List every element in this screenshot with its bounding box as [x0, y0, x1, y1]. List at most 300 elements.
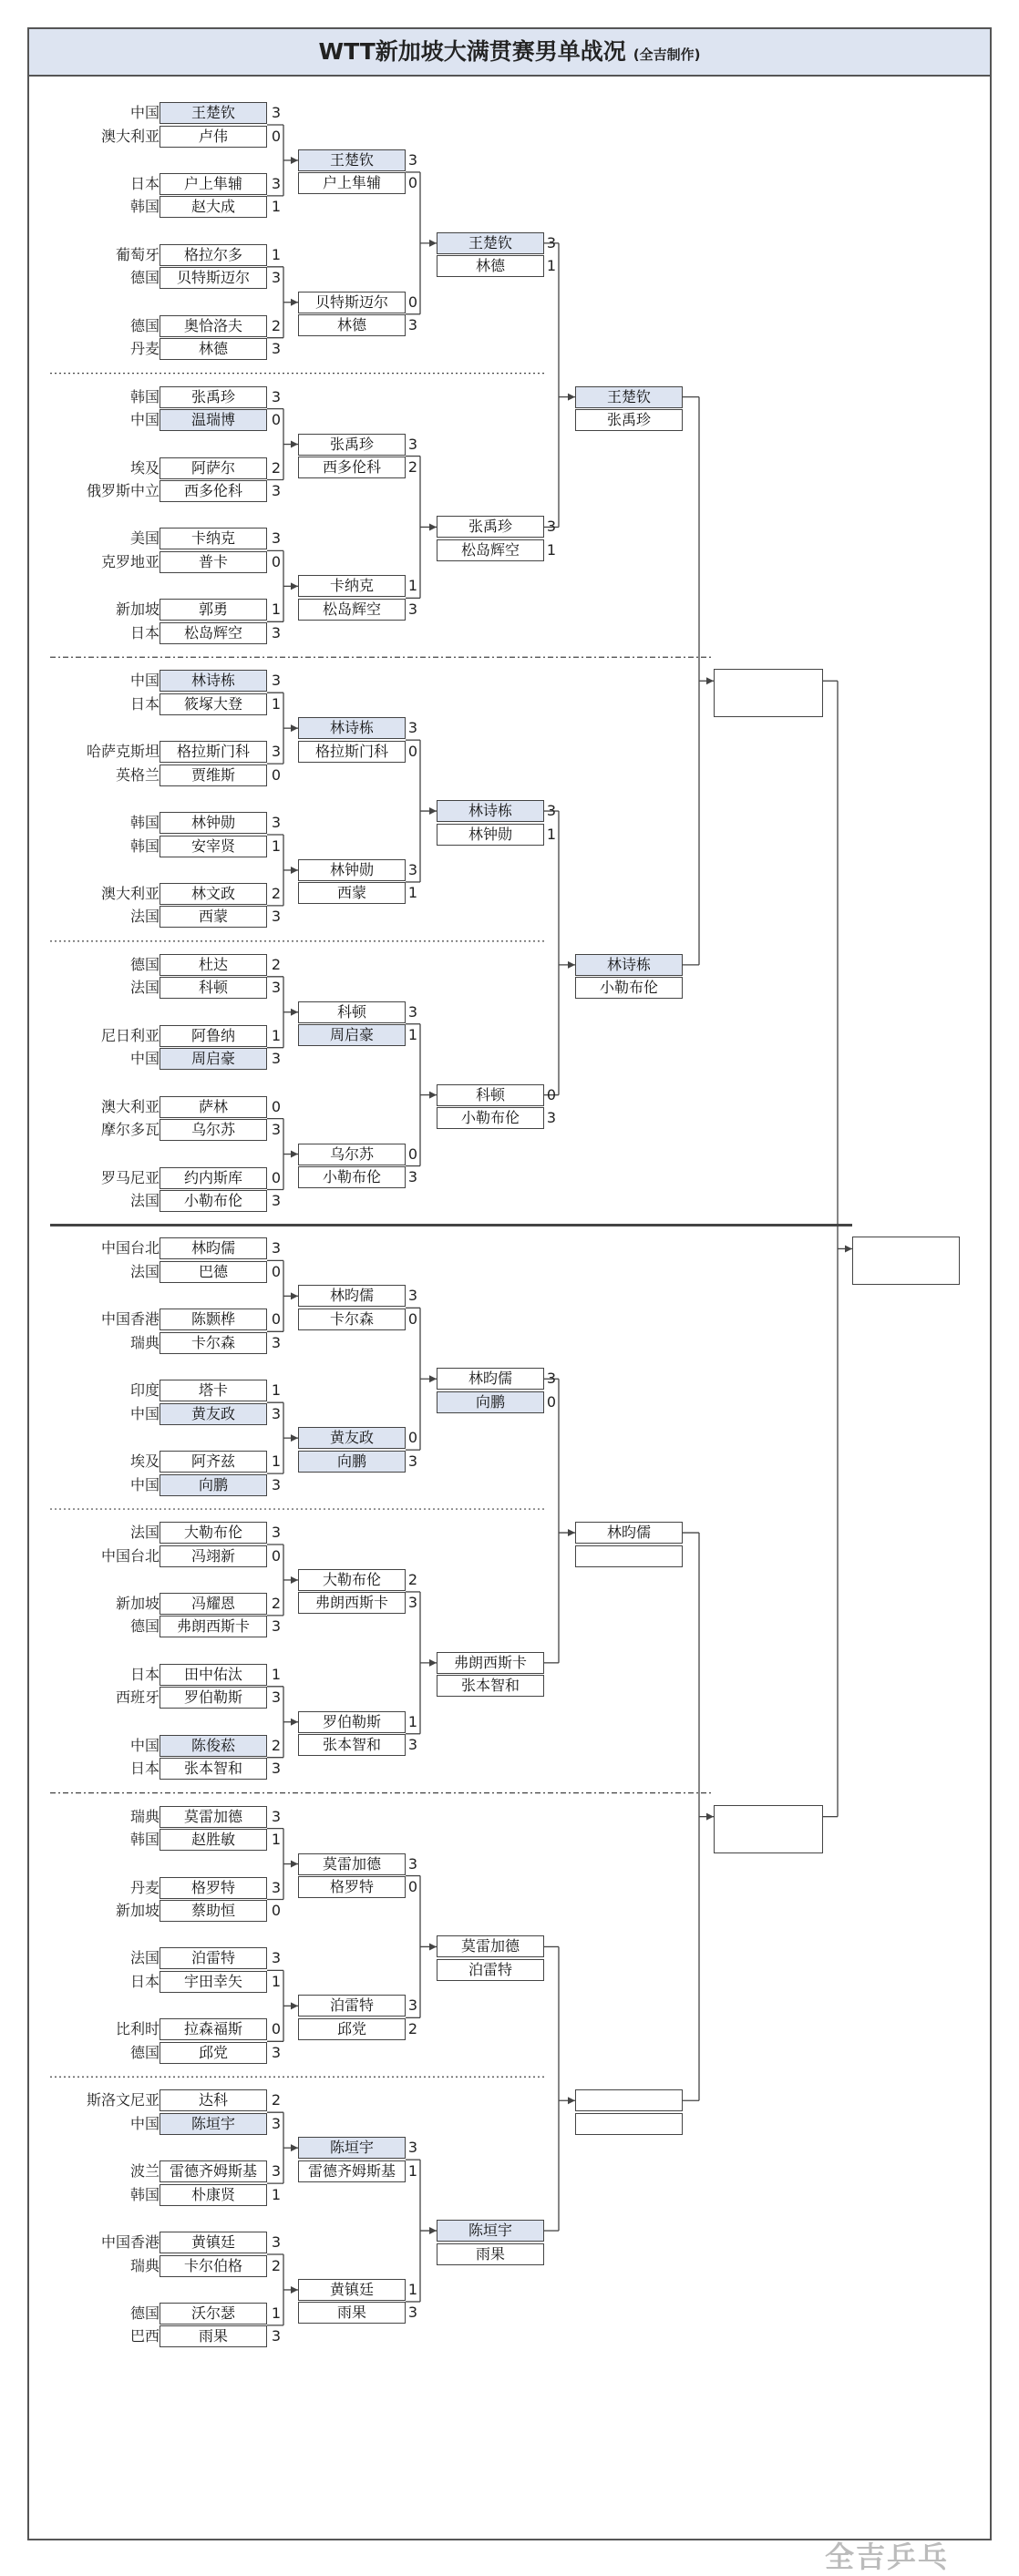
player-box: 卡尔森 [298, 1309, 406, 1330]
player-box: 杜达 [160, 954, 267, 976]
country-label: 韩国 [129, 2185, 160, 2203]
score: 3 [271, 1050, 282, 1068]
player-box: 向鹏 [437, 1391, 544, 1413]
player-box: 筱塚大登 [160, 693, 267, 715]
score: 3 [271, 1949, 282, 1967]
player-box: 卢伟 [160, 126, 267, 148]
score: 3 [407, 2139, 418, 2157]
score [544, 1675, 559, 1697]
player-box: 安宰贤 [160, 836, 267, 857]
player-box: 雨果 [437, 2243, 544, 2265]
player-box: 蔡助恒 [160, 1900, 267, 1922]
score: 2 [271, 458, 282, 477]
player-box: 格拉斯门科 [160, 741, 267, 763]
score: 3 [271, 1524, 282, 1541]
score: 2 [407, 458, 418, 477]
advance-arrow [291, 2286, 298, 2294]
country-label: 新加坡 [115, 1902, 160, 1919]
score: 0 [271, 552, 282, 570]
player-box: 罗伯勒斯 [298, 1711, 406, 1733]
player-box: 松岛辉空 [298, 599, 406, 621]
player-box: 科顿 [437, 1084, 544, 1106]
score: 3 [546, 1370, 557, 1388]
score: 3 [271, 908, 282, 926]
advance-arrow [706, 1813, 714, 1821]
player-box: 王楚钦 [437, 232, 544, 254]
player-box: 奥恰洛夫 [160, 315, 267, 337]
player-box: 莫雷加德 [437, 1935, 544, 1957]
score: 3 [271, 2233, 282, 2251]
score: 0 [271, 2020, 282, 2038]
player-box: 林诗栋 [437, 800, 544, 822]
score: 3 [271, 2114, 282, 2132]
player-box: 宇田幸矢 [160, 1971, 267, 1993]
country-label: 德国 [129, 2304, 160, 2322]
country-label: 中国 [129, 1050, 160, 1068]
player-box: 贝特斯迈尔 [298, 292, 406, 313]
player-box: 雷德齐姆斯基 [160, 2160, 267, 2182]
advance-arrow [291, 1861, 298, 1868]
player-box: 林诗栋 [575, 954, 683, 976]
player-box: 陈颢桦 [160, 1309, 267, 1330]
player-box [575, 2113, 683, 2135]
score: 3 [271, 672, 282, 690]
country-label: 埃及 [129, 458, 160, 477]
semifinal-box [714, 669, 823, 717]
score: 2 [407, 1570, 418, 1588]
country-label: 丹麦 [129, 340, 160, 358]
country-label: 俄罗斯中立 [86, 482, 160, 499]
player-box: 大勒布伦 [160, 1522, 267, 1544]
player-box: 郭勇 [160, 599, 267, 621]
player-box: 王楚钦 [160, 102, 267, 124]
player-box: 西多伦科 [160, 480, 267, 502]
country-label: 日本 [129, 1665, 160, 1683]
player-box: 林昀儒 [437, 1368, 544, 1390]
score: 3 [271, 1333, 282, 1351]
score: 1 [271, 1972, 282, 1990]
advance-arrow [291, 1292, 298, 1299]
score: 3 [271, 1688, 282, 1707]
score: 3 [407, 600, 418, 618]
country-label: 韩国 [129, 1831, 160, 1849]
advance-arrow [568, 2097, 575, 2104]
country-label: 中国 [129, 1736, 160, 1754]
score: 3 [407, 1168, 418, 1186]
player-box: 小勒布伦 [575, 977, 683, 999]
advance-arrow [429, 1659, 437, 1667]
page-subtitle: (全吉制作) [633, 46, 701, 63]
player-box: 约内斯库 [160, 1167, 267, 1189]
player-box: 雨果 [298, 2302, 406, 2324]
score: 3 [271, 623, 282, 641]
score: 2 [407, 2019, 418, 2037]
country-label: 韩国 [129, 387, 160, 405]
player-box: 普卡 [160, 551, 267, 573]
player-box: 卡尔森 [160, 1332, 267, 1354]
country-label: 中国 [129, 411, 160, 429]
player-box [575, 1545, 683, 1567]
player-box: 黄友政 [160, 1403, 267, 1425]
player-box: 林德 [437, 255, 544, 277]
score: 0 [407, 1144, 418, 1163]
player-box: 科顿 [160, 977, 267, 999]
score: 3 [271, 1404, 282, 1422]
player-box: 赵胜敏 [160, 1829, 267, 1851]
player-box: 黄镇廷 [160, 2232, 267, 2253]
country-label: 日本 [129, 694, 160, 713]
score: 2 [271, 2091, 282, 2109]
advance-arrow [429, 2227, 437, 2234]
country-label: 德国 [129, 1617, 160, 1636]
country-label: 比利时 [115, 2020, 160, 2038]
player-box: 张本智和 [160, 1758, 267, 1780]
advance-arrow [706, 677, 714, 684]
score: 3 [407, 2304, 418, 2322]
player-box: 卡尔伯格 [160, 2255, 267, 2277]
score: 2 [271, 1736, 282, 1754]
country-label: 中国 [129, 2114, 160, 2132]
score [544, 1959, 559, 1981]
player-box: 松岛辉空 [160, 622, 267, 644]
country-label: 中国香港 [100, 2233, 160, 2251]
player-box: 塔卡 [160, 1380, 267, 1401]
player-box: 户上隼辅 [160, 173, 267, 195]
score: 1 [407, 884, 418, 902]
player-box: 林钟勋 [160, 812, 267, 834]
player-box: 陈俊菘 [160, 1735, 267, 1757]
country-label: 中国台北 [100, 1546, 160, 1565]
advance-arrow [568, 1529, 575, 1536]
player-box: 弗朗西斯卡 [437, 1652, 544, 1674]
player-box: 周启豪 [160, 1048, 267, 1070]
score [544, 2220, 559, 2242]
country-label: 中国台北 [100, 1239, 160, 1257]
country-label: 韩国 [129, 198, 160, 216]
country-label: 中国香港 [100, 1310, 160, 1329]
advance-arrow [429, 523, 437, 530]
player-box: 向鹏 [298, 1451, 406, 1473]
country-label: 埃及 [129, 1452, 160, 1471]
page-title: WTT新加坡大满贯赛男单战况 [318, 38, 626, 65]
country-label: 日本 [129, 1972, 160, 1990]
score: 1 [271, 2185, 282, 2203]
score: 3 [271, 482, 282, 499]
score: 1 [271, 1452, 282, 1471]
score: 1 [407, 2161, 418, 2180]
country-label: 印度 [129, 1381, 160, 1400]
score: 0 [407, 1309, 418, 1328]
player-box: 林德 [298, 314, 406, 336]
score: 3 [546, 802, 557, 820]
score: 3 [407, 860, 418, 878]
advance-arrow [291, 1719, 298, 1726]
score: 3 [271, 529, 282, 548]
player-box: 陈垣宇 [160, 2113, 267, 2135]
advance-arrow [291, 299, 298, 306]
country-label: 西班牙 [115, 1688, 160, 1707]
player-box: 拉森福斯 [160, 2018, 267, 2040]
score: 0 [271, 411, 282, 429]
player-box: 阿齐兹 [160, 1451, 267, 1473]
score: 3 [271, 387, 282, 405]
player-box: 王楚钦 [298, 149, 406, 171]
advance-arrow [291, 582, 298, 590]
player-box: 张禹珍 [160, 386, 267, 408]
player-box: 周启豪 [298, 1024, 406, 1046]
score: 1 [271, 198, 282, 216]
advance-arrow [845, 1245, 852, 1252]
score: 3 [271, 1617, 282, 1636]
score: 0 [271, 765, 282, 784]
country-label: 澳大利亚 [100, 1097, 160, 1115]
player-box: 弗朗西斯卡 [298, 1592, 406, 1614]
score: 3 [407, 1736, 418, 1754]
player-box: 黄镇廷 [298, 2279, 406, 2301]
advance-arrow [568, 961, 575, 969]
player-box: 格拉斯门科 [298, 741, 406, 763]
advance-arrow [429, 240, 437, 247]
score: 3 [271, 174, 282, 192]
country-label: 法国 [129, 1949, 160, 1967]
advance-arrow [291, 1151, 298, 1158]
score: 3 [271, 1878, 282, 1896]
player-box: 冯翊新 [160, 1545, 267, 1567]
score: 2 [271, 955, 282, 973]
score: 0 [407, 742, 418, 760]
country-label: 葡萄牙 [115, 245, 160, 263]
country-label: 德国 [129, 316, 160, 334]
player-box: 贾维斯 [160, 765, 267, 786]
country-label: 波兰 [129, 2162, 160, 2181]
country-label: 德国 [129, 955, 160, 973]
score: 3 [271, 1807, 282, 1825]
player-box: 西蒙 [298, 882, 406, 904]
player-box: 莫雷加德 [298, 1853, 406, 1875]
score: 3 [271, 1239, 282, 1257]
player-box: 朴康贤 [160, 2184, 267, 2206]
player-box: 达科 [160, 2089, 267, 2111]
score: 3 [271, 743, 282, 761]
country-label: 日本 [129, 623, 160, 641]
player-box: 陈垣宇 [437, 2220, 544, 2242]
player-box: 张禹珍 [437, 516, 544, 538]
player-box: 户上隼辅 [298, 172, 406, 194]
player-box: 格拉尔多 [160, 244, 267, 266]
score: 1 [271, 2304, 282, 2322]
player-box: 阿鲁纳 [160, 1025, 267, 1047]
country-label: 哈萨克斯坦 [86, 743, 160, 761]
player-box: 田中佑汰 [160, 1664, 267, 1686]
country-label: 日本 [129, 1760, 160, 1778]
score [544, 2243, 559, 2265]
advance-arrow [291, 867, 298, 874]
country-label: 斯洛文尼亚 [86, 2091, 160, 2109]
country-label: 法国 [129, 979, 160, 997]
country-label: 瑞典 [129, 2256, 160, 2274]
score: 0 [271, 1097, 282, 1115]
country-label: 澳大利亚 [100, 884, 160, 902]
score: 1 [271, 1831, 282, 1849]
country-label: 罗马尼亚 [100, 1168, 160, 1186]
player-box: 林诗栋 [160, 670, 267, 692]
score: 3 [271, 979, 282, 997]
advance-arrow [291, 157, 298, 164]
player-box: 温瑞博 [160, 409, 267, 431]
player-box: 乌尔苏 [298, 1144, 406, 1165]
score: 3 [271, 269, 282, 287]
country-label: 日本 [129, 174, 160, 192]
player-box: 莫雷加德 [160, 1806, 267, 1828]
player-box: 林诗栋 [298, 717, 406, 739]
player-box: 乌尔苏 [160, 1119, 267, 1141]
score: 3 [546, 518, 557, 536]
score: 3 [271, 340, 282, 358]
score: 3 [407, 1287, 418, 1305]
player-box: 林昀儒 [160, 1237, 267, 1259]
country-label: 中国 [129, 104, 160, 121]
country-label: 德国 [129, 2043, 160, 2061]
player-box: 小勒布伦 [437, 1107, 544, 1129]
score: 2 [271, 884, 282, 902]
advance-arrow [291, 1434, 298, 1442]
score: 3 [546, 1109, 557, 1127]
country-label: 瑞典 [129, 1807, 160, 1825]
score: 3 [407, 1452, 418, 1470]
score: 0 [271, 1546, 282, 1565]
score: 3 [271, 2327, 282, 2345]
score: 0 [271, 1262, 282, 1280]
country-label: 中国 [129, 1475, 160, 1493]
country-label: 丹麦 [129, 1878, 160, 1896]
score: 3 [407, 1996, 418, 2015]
player-box: 格罗特 [298, 1876, 406, 1898]
player-box: 张本智和 [298, 1734, 406, 1756]
player-box: 雨果 [160, 2325, 267, 2347]
country-label: 英格兰 [115, 765, 160, 784]
country-label: 法国 [129, 908, 160, 926]
player-box [575, 2089, 683, 2111]
player-box: 弗朗西斯卡 [160, 1616, 267, 1637]
score: 0 [407, 1878, 418, 1896]
score: 3 [271, 104, 282, 121]
score: 1 [271, 1665, 282, 1683]
player-box: 萨林 [160, 1096, 267, 1118]
score: 3 [407, 435, 418, 453]
player-box: 卡纳克 [298, 575, 406, 597]
score: 1 [271, 1026, 282, 1044]
score: 1 [546, 257, 557, 275]
player-box: 邱党 [298, 2018, 406, 2040]
advance-arrow [429, 1375, 437, 1382]
score: 0 [271, 1902, 282, 1919]
score: 2 [271, 316, 282, 334]
player-box: 黄友政 [298, 1427, 406, 1449]
player-box: 巴德 [160, 1261, 267, 1283]
player-box: 林钟勋 [298, 859, 406, 881]
score: 3 [407, 150, 418, 169]
score: 0 [546, 1392, 557, 1411]
player-box: 格罗特 [160, 1877, 267, 1899]
score: 0 [407, 1429, 418, 1447]
country-label: 摩尔多瓦 [100, 1121, 160, 1139]
player-box: 泊雷特 [437, 1959, 544, 1981]
score: 0 [271, 127, 282, 145]
advance-arrow [291, 2002, 298, 2009]
player-box: 林钟勋 [437, 824, 544, 846]
score: 3 [271, 1192, 282, 1209]
player-box: 卡纳克 [160, 528, 267, 549]
advance-arrow [291, 724, 298, 732]
country-label: 德国 [129, 269, 160, 287]
score: 2 [271, 2256, 282, 2274]
advance-arrow [291, 1576, 298, 1584]
player-box: 王楚钦 [575, 386, 683, 408]
semifinal-box [714, 1805, 823, 1853]
score: 1 [407, 1712, 418, 1730]
country-label: 中国 [129, 672, 160, 690]
score: 3 [271, 1760, 282, 1778]
player-box: 大勒布伦 [298, 1569, 406, 1591]
score: 3 [407, 1854, 418, 1873]
score: 1 [271, 600, 282, 619]
score: 3 [407, 1002, 418, 1021]
score [544, 1935, 559, 1957]
score: 1 [546, 540, 557, 559]
player-box: 张禹珍 [575, 409, 683, 431]
player-box: 贝特斯迈尔 [160, 267, 267, 289]
watermark: 全吉乒乓 [825, 2540, 950, 2574]
score: 0 [271, 1310, 282, 1329]
country-label: 法国 [129, 1192, 160, 1209]
score: 1 [271, 1381, 282, 1400]
score: 3 [271, 2043, 282, 2061]
score [544, 1652, 559, 1674]
advance-arrow [291, 1009, 298, 1016]
player-box: 小勒布伦 [298, 1166, 406, 1188]
advance-arrow [429, 1943, 437, 1950]
advance-arrow [568, 394, 575, 401]
final-box [852, 1237, 960, 1285]
country-label: 瑞典 [129, 1333, 160, 1351]
score: 0 [407, 174, 418, 192]
score: 3 [407, 1594, 418, 1612]
player-box: 冯耀恩 [160, 1593, 267, 1615]
country-label: 澳大利亚 [100, 127, 160, 145]
player-box: 林德 [160, 338, 267, 360]
player-box: 西蒙 [160, 906, 267, 928]
score: 1 [407, 1026, 418, 1044]
score: 3 [407, 316, 418, 334]
player-box: 张本智和 [437, 1675, 544, 1697]
score: 2 [271, 1594, 282, 1612]
country-label: 尼日利亚 [100, 1026, 160, 1044]
player-box: 泊雷特 [298, 1995, 406, 2017]
player-box: 科顿 [298, 1001, 406, 1023]
player-box: 松岛辉空 [437, 539, 544, 561]
country-label: 新加坡 [115, 1594, 160, 1612]
player-box: 林昀儒 [575, 1522, 683, 1544]
player-box: 邱党 [160, 2042, 267, 2064]
player-box: 张禹珍 [298, 434, 406, 456]
score: 1 [271, 245, 282, 263]
advance-arrow [429, 1092, 437, 1099]
player-box: 阿萨尔 [160, 457, 267, 479]
country-label: 巴西 [129, 2327, 160, 2345]
advance-arrow [291, 441, 298, 448]
score: 0 [546, 1085, 557, 1103]
player-box: 罗伯勒斯 [160, 1687, 267, 1709]
